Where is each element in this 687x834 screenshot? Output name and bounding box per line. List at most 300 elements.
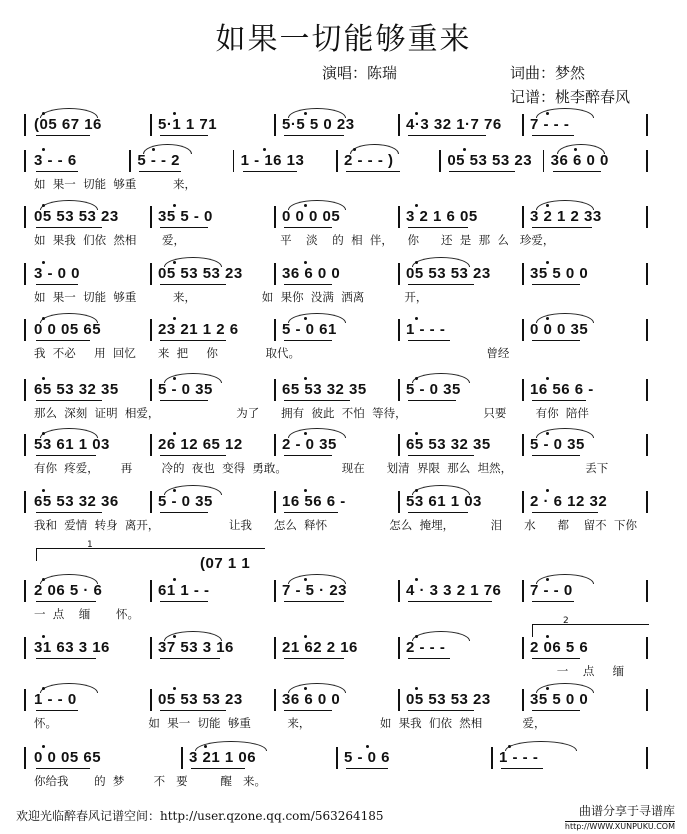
measure-notes: 05 53 53 23 <box>158 691 243 708</box>
bar-line <box>150 319 152 341</box>
octave-dot <box>304 578 307 581</box>
bar-line <box>646 580 648 602</box>
beam-underline <box>160 400 208 401</box>
bar-line <box>522 319 524 341</box>
measure-notes: 4 · 3 3 2 1 76 <box>406 582 502 599</box>
measure-notes: 26 12 65 12 <box>158 436 243 453</box>
octave-dot <box>304 204 307 207</box>
bar-line <box>646 491 648 513</box>
beam-underline <box>36 227 102 228</box>
octave-dot <box>204 745 207 748</box>
lyric-line: 一 点 缅 怀。 <box>34 607 140 621</box>
octave-dot <box>463 148 466 151</box>
octave-dot <box>42 687 45 690</box>
measure-notes: 65 53 32 36 <box>34 493 119 510</box>
measure-notes: 65 53 32 35 <box>34 381 119 398</box>
beam-underline <box>36 658 96 659</box>
beam-underline <box>408 512 468 513</box>
bar-line <box>24 263 26 285</box>
slur-arc <box>40 428 98 438</box>
octave-dot <box>415 377 418 380</box>
beam-underline <box>284 227 332 228</box>
beam-underline <box>408 455 474 456</box>
lyric-line: 一 点 缅 <box>34 664 625 678</box>
measure-notes: 31 63 3 16 <box>34 639 110 656</box>
octave-dot <box>415 489 418 492</box>
octave-dot <box>304 261 307 264</box>
beam-underline <box>532 400 586 401</box>
measure-notes: 05 53 53 23 <box>34 208 119 225</box>
beam-underline <box>284 601 344 602</box>
measure-notes: 35 5 0 0 <box>530 691 589 708</box>
measure-notes: 05 53 53 23 <box>406 691 491 708</box>
measure-notes: 5 - 0 35 <box>158 381 213 398</box>
slur-arc <box>40 108 98 118</box>
beam-underline <box>449 171 515 172</box>
pickup-notes: (07 1 1 <box>200 555 251 572</box>
lyric-line: 如 果一 切能 够重 来， 如 果你 没满 洒离 开， <box>34 290 428 304</box>
slur-arc <box>412 485 470 495</box>
beam-underline <box>36 284 78 285</box>
octave-dot <box>173 261 176 264</box>
octave-dot <box>415 204 418 207</box>
octave-dot <box>173 578 176 581</box>
bar-line <box>24 114 26 136</box>
bar-line <box>398 114 400 136</box>
lyric-line: 那么 深刻 证明 相爱， 为了 拥有 彼此 不怕 等待， 只要 有你 陪伴 <box>34 406 589 420</box>
slur-arc <box>288 108 346 118</box>
measure-notes: 53 61 1 03 <box>406 493 482 510</box>
octave-dot <box>415 578 418 581</box>
measure-notes: 0 0 0 35 <box>530 321 589 338</box>
bar-line <box>274 206 276 228</box>
beam-underline <box>532 284 580 285</box>
octave-dot <box>42 432 45 435</box>
slur-arc <box>288 200 346 210</box>
octave-dot <box>304 489 307 492</box>
bar-line <box>398 263 400 285</box>
bar-line <box>522 263 524 285</box>
slur-arc <box>350 144 399 154</box>
measure-notes: 7 - - 0 <box>530 582 573 599</box>
bar-line <box>646 434 648 456</box>
octave-dot <box>42 489 45 492</box>
octave-dot <box>508 745 511 748</box>
measure-notes: 35 5 - 0 <box>158 208 213 225</box>
beam-underline <box>160 658 220 659</box>
bar-line <box>24 434 26 456</box>
bar-line <box>646 150 648 172</box>
measure-notes: 4·3 32 1·7 76 <box>406 116 502 133</box>
measure-notes: 3 2 1 6 05 <box>406 208 478 225</box>
slur-arc <box>536 313 594 323</box>
octave-dot <box>173 687 176 690</box>
measure-notes: 3 - - 6 <box>34 152 77 169</box>
bar-line <box>274 637 276 659</box>
beam-underline <box>36 400 102 401</box>
measure-notes: 05 53 53 23 <box>406 265 491 282</box>
octave-dot <box>304 317 307 320</box>
beam-underline <box>36 710 78 711</box>
beam-underline <box>408 710 474 711</box>
beam-underline <box>284 340 332 341</box>
bar-line <box>150 379 152 401</box>
bar-line <box>522 206 524 228</box>
volta-bracket-2 <box>532 616 649 637</box>
slur-arc <box>40 200 98 210</box>
slur-arc <box>557 144 606 154</box>
beam-underline <box>408 658 450 659</box>
slur-arc <box>288 574 346 584</box>
bar-line <box>398 689 400 711</box>
beam-underline <box>160 710 226 711</box>
beam-underline <box>284 400 350 401</box>
bar-line <box>398 637 400 659</box>
beam-underline <box>284 710 332 711</box>
slur-arc <box>40 683 98 693</box>
bar-line <box>646 206 648 228</box>
beam-underline <box>408 400 456 401</box>
bar-line <box>646 379 648 401</box>
bar-line <box>150 263 152 285</box>
bar-line <box>398 580 400 602</box>
singer-credit: 演唱：陈瑞 <box>322 64 398 82</box>
measure-notes: 7 - 5 · 23 <box>282 582 348 599</box>
beam-underline <box>532 340 580 341</box>
bar-line <box>522 491 524 513</box>
beam-underline <box>501 768 543 769</box>
bar-line <box>150 491 152 513</box>
measure-notes: 2 06 5 6 <box>530 639 589 656</box>
beam-underline <box>36 512 102 513</box>
bar-line <box>522 379 524 401</box>
beam-underline <box>346 171 400 172</box>
measure-notes: 0 0 05 65 <box>34 321 102 338</box>
octave-dot <box>42 377 45 380</box>
bar-line <box>522 689 524 711</box>
measure-notes: 23 21 1 2 6 <box>158 321 239 338</box>
measure-notes: 5 - 0 61 <box>282 321 337 338</box>
measure-notes: 53 61 1 03 <box>34 436 110 453</box>
share-url[interactable]: http://WWW.XUNPUKU.COM <box>564 822 675 831</box>
slur-arc <box>143 144 192 154</box>
measure-notes: 5 - 0 35 <box>158 493 213 510</box>
lyric-line: 我 不必 用 回忆 来 把 你 取代。 曾经 <box>34 346 510 360</box>
measure-notes: 61 1 - - <box>158 582 210 599</box>
bar-line <box>150 434 152 456</box>
measure-notes: 5·5 5 0 23 <box>282 116 355 133</box>
bar-line <box>274 580 276 602</box>
bar-line <box>398 319 400 341</box>
beam-underline <box>532 658 580 659</box>
share-title: 曲谱分享于寻谱库 <box>578 804 675 818</box>
beam-underline <box>160 455 226 456</box>
octave-dot <box>304 432 307 435</box>
bar-line <box>646 637 648 659</box>
bar-line <box>24 689 26 711</box>
bar-line <box>646 747 648 769</box>
slur-arc <box>40 574 98 584</box>
beam-underline <box>532 601 574 602</box>
beam-underline <box>36 340 90 341</box>
beam-underline <box>532 135 574 136</box>
beam-underline <box>160 135 208 136</box>
beam-underline <box>36 601 96 602</box>
beam-underline <box>408 601 492 602</box>
octave-dot <box>42 317 45 320</box>
bar-line <box>274 263 276 285</box>
octave-dot <box>546 261 549 264</box>
lyric-line: 如 果我 们依 然相 爱， 平 淡 的 相 伴， 你 还 是 那 么 珍爱， <box>34 233 555 247</box>
octave-dot <box>173 377 176 380</box>
bar-line <box>274 379 276 401</box>
measure-notes: 5·1 1 71 <box>158 116 218 133</box>
bar-line <box>274 689 276 711</box>
bar-line <box>24 379 26 401</box>
beam-underline <box>160 227 208 228</box>
lyric-line: 我和 爱情 转身 离开， 让我 怎么 释怀 怎么 掩埋， 泪 水 都 留不 下你 <box>34 518 637 532</box>
bar-line <box>439 150 441 172</box>
octave-dot <box>415 112 418 115</box>
slur-arc <box>288 428 346 438</box>
measure-notes: 3 21 1 06 <box>189 749 257 766</box>
bar-line <box>522 580 524 602</box>
octave-dot <box>546 489 549 492</box>
measure-notes: 37 53 3 16 <box>158 639 234 656</box>
measure-notes: 21 62 2 16 <box>282 639 358 656</box>
measure-notes: 36 6 0 0 <box>550 152 609 169</box>
composer-credit: 词曲：梦然 <box>510 64 586 82</box>
volta-number: 1 <box>87 540 93 550</box>
lyric-line: 你给我 的 梦 不 要 醒 来。 <box>34 774 266 788</box>
octave-dot <box>173 317 176 320</box>
bar-line <box>646 114 648 136</box>
lyric-line: 怀。 如 果一 切能 够重 来， 如 果我 们依 然相 爱， <box>34 716 546 730</box>
bar-line <box>129 150 131 172</box>
measure-notes: 16 56 6 - <box>282 493 346 510</box>
beam-underline <box>532 512 598 513</box>
bar-line <box>336 747 338 769</box>
octave-dot <box>546 377 549 380</box>
beam-underline <box>160 512 208 513</box>
beam-underline <box>532 455 580 456</box>
share-badge[interactable] <box>565 802 675 831</box>
measure-notes: 1 - 16 13 <box>240 152 305 169</box>
bar-line <box>398 491 400 513</box>
transcriber-credit: 记谱：桃李醉春风 <box>510 88 631 106</box>
beam-underline <box>284 658 344 659</box>
lyric-line: 有你 疼爱， 再 冷的 夜也 变得 勇敢。 现在 划清 界限 那么 坦然， 丢下 <box>34 461 609 475</box>
measure-notes: 5 - 0 35 <box>530 436 585 453</box>
beam-underline <box>408 135 486 136</box>
bar-line <box>398 434 400 456</box>
measure-notes: 3 - 0 0 <box>34 265 81 282</box>
slur-arc <box>536 683 594 693</box>
measure-notes: 0 0 05 65 <box>34 749 102 766</box>
measure-notes: 1 - - 0 <box>34 691 77 708</box>
bar-line <box>274 434 276 456</box>
beam-underline <box>532 227 592 228</box>
slur-arc <box>536 428 594 438</box>
beam-underline <box>284 135 344 136</box>
octave-dot <box>173 112 176 115</box>
measure-notes: 65 53 32 35 <box>406 436 491 453</box>
beam-underline <box>36 768 90 769</box>
bar-line <box>24 637 26 659</box>
bar-line <box>336 150 338 172</box>
bar-line <box>24 491 26 513</box>
octave-dot <box>415 687 418 690</box>
measure-notes: 65 53 32 35 <box>282 381 367 398</box>
beam-underline <box>191 768 245 769</box>
octave-dot <box>42 261 45 264</box>
slur-arc <box>505 741 577 751</box>
measure-notes: 35 5 0 0 <box>530 265 589 282</box>
bar-line <box>274 114 276 136</box>
measure-notes: 05 53 53 23 <box>447 152 533 169</box>
bar-line <box>24 747 26 769</box>
measure-notes: 5 - 0 35 <box>406 381 461 398</box>
octave-dot <box>42 745 45 748</box>
measure-notes: 2 · 6 12 32 <box>530 493 608 510</box>
octave-dot <box>42 112 45 115</box>
octave-dot <box>415 317 418 320</box>
measure-notes: 2 - - - ) <box>344 152 394 169</box>
octave-dot <box>42 148 45 151</box>
bar-line <box>274 491 276 513</box>
bar-line <box>646 319 648 341</box>
measure-notes: 1 - - - <box>499 749 539 766</box>
beam-underline <box>553 171 601 172</box>
octave-dot <box>173 204 176 207</box>
octave-dot <box>415 261 418 264</box>
beam-underline <box>36 135 90 136</box>
octave-dot <box>415 432 418 435</box>
bar-line <box>150 206 152 228</box>
octave-dot <box>173 635 176 638</box>
octave-dot <box>366 745 369 748</box>
measure-notes: 36 6 0 0 <box>282 265 341 282</box>
octave-dot <box>546 578 549 581</box>
beam-underline <box>284 512 338 513</box>
beam-underline <box>160 601 208 602</box>
slur-arc <box>412 257 470 267</box>
bar-line <box>150 637 152 659</box>
beam-underline <box>139 171 181 172</box>
slur-arc <box>40 313 98 323</box>
octave-dot <box>353 148 356 151</box>
bar-line <box>150 114 152 136</box>
bar-line <box>150 689 152 711</box>
footer-link[interactable]: 欢迎光临醉春风记谱空间：http://user.qzone.qq.com/563264185 <box>16 809 384 823</box>
measure-notes: 2 06 5 · 6 <box>34 582 103 599</box>
measure-notes: 2 - 0 35 <box>282 436 337 453</box>
octave-dot <box>173 489 176 492</box>
bar-line <box>398 379 400 401</box>
bar-line <box>24 319 26 341</box>
bar-line <box>150 580 152 602</box>
bar-line <box>181 747 183 769</box>
measure-notes: 36 6 0 0 <box>282 691 341 708</box>
octave-dot <box>304 112 307 115</box>
beam-underline <box>346 768 388 769</box>
bar-line <box>646 263 648 285</box>
beam-underline <box>243 171 297 172</box>
bar-line <box>522 114 524 136</box>
bar-line <box>24 150 26 172</box>
measure-notes: 2 - - - <box>406 639 446 656</box>
bar-line <box>491 747 493 769</box>
beam-underline <box>36 455 96 456</box>
octave-dot <box>304 377 307 380</box>
beam-underline <box>160 284 226 285</box>
slur-arc <box>536 200 594 210</box>
octave-dot <box>546 432 549 435</box>
measure-notes: 5 - 0 6 <box>344 749 391 766</box>
measure-notes: (05 67 16 <box>34 116 102 133</box>
octave-dot <box>42 578 45 581</box>
measure-notes: 16 56 6 - <box>530 381 594 398</box>
octave-dot <box>263 148 266 151</box>
beam-underline <box>160 340 226 341</box>
measure-notes: 05 53 53 23 <box>158 265 243 282</box>
beam-underline <box>36 171 78 172</box>
slur-arc <box>412 631 470 641</box>
beam-underline <box>532 710 580 711</box>
page-title: 如果一切能够重来 <box>215 22 472 57</box>
bar-line <box>646 689 648 711</box>
beam-underline <box>408 340 450 341</box>
bar-line <box>274 319 276 341</box>
beam-underline <box>408 227 468 228</box>
slur-arc <box>288 683 346 693</box>
volta-bracket-1 <box>36 540 265 561</box>
measure-notes: 7 - - - <box>530 116 570 133</box>
lyric-line: 如 果一 切能 够重 来， <box>34 177 196 191</box>
bar-line <box>522 434 524 456</box>
measure-notes: 1 - - - <box>406 321 446 338</box>
octave-dot <box>42 635 45 638</box>
octave-dot <box>304 635 307 638</box>
measure-notes: 0 0 0 05 <box>282 208 341 225</box>
bar-line <box>233 150 235 172</box>
slur-arc <box>288 313 346 323</box>
octave-dot <box>415 635 418 638</box>
octave-dot <box>546 687 549 690</box>
beam-underline <box>284 455 332 456</box>
beam-underline <box>408 284 474 285</box>
slur-arc <box>536 108 594 118</box>
octave-dot <box>546 317 549 320</box>
bar-line <box>543 150 545 172</box>
slur-arc <box>412 373 470 383</box>
octave-dot <box>574 148 577 151</box>
octave-dot <box>546 112 549 115</box>
measure-notes: 5 - - 2 <box>137 152 181 169</box>
slur-arc <box>536 574 594 584</box>
beam-underline <box>284 284 332 285</box>
octave-dot <box>42 204 45 207</box>
bar-line <box>24 580 26 602</box>
bar-line <box>522 637 524 659</box>
octave-dot <box>304 687 307 690</box>
bar-line <box>398 206 400 228</box>
measure-notes: 3 2 1 2 33 <box>530 208 602 225</box>
octave-dot <box>173 432 176 435</box>
bar-line <box>24 206 26 228</box>
octave-dot <box>546 204 549 207</box>
volta-number: 2 <box>563 616 569 626</box>
